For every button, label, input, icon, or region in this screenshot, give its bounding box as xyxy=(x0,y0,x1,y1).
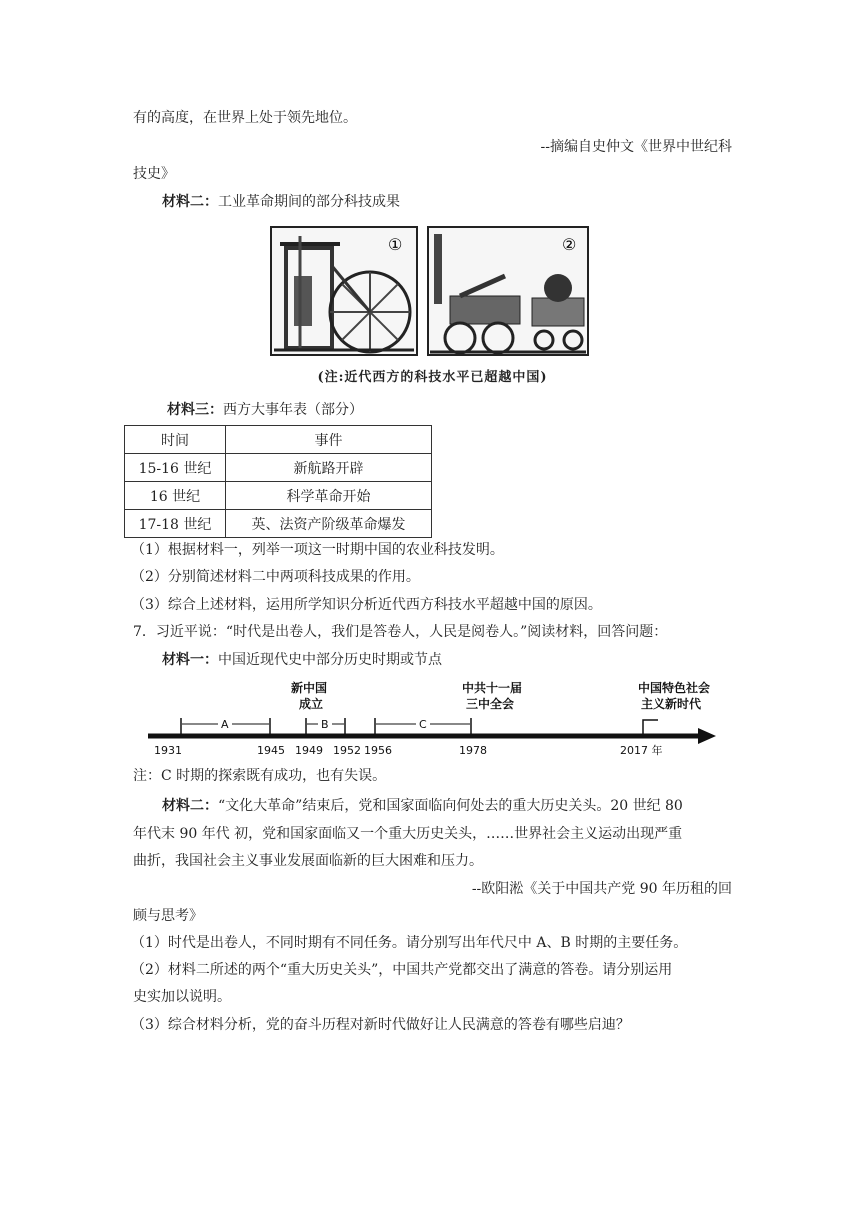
q7-material-1-heading xyxy=(162,650,442,670)
q7-material-2-label: 材料二： xyxy=(162,798,218,814)
figure-1-spinning-machine xyxy=(271,227,417,355)
year-label: 1956 xyxy=(364,744,392,757)
table-header-row xyxy=(125,426,432,454)
table-header-event: 事件 xyxy=(226,426,432,454)
material-2-label: 材料二： xyxy=(162,194,218,210)
q7-material-2-line-3: 曲折，我国社会主义事业发展面临新的巨大困难和压力。 xyxy=(133,853,483,869)
year-label: 1949 xyxy=(295,744,323,757)
q7-item-1: （1）时代是出卷人，不同时期有不同任务。请分别写出年代尺中 A、B 时期的主要任务。 xyxy=(131,935,688,951)
source-citation-2: --欧阳淞《关于中国共产党 90 年历租的回 xyxy=(471,881,732,897)
table-row xyxy=(125,482,432,510)
caption-new-era-l1: 中国特色社会 xyxy=(638,681,711,695)
material-3-label: 材料三： xyxy=(167,402,223,418)
industrial-revolution-figure xyxy=(270,226,590,358)
material-2-text: 工业革命期间的部分科技成果 xyxy=(218,194,400,210)
year-label: 1931 xyxy=(154,744,182,757)
caption-new-china-l1: 新中国 xyxy=(291,681,328,695)
source-citation-1-cont: 技史》 xyxy=(133,166,175,182)
figure-2-mark: ② xyxy=(562,235,577,254)
q7-item-2-cont: 史实加以说明。 xyxy=(133,989,231,1005)
source-citation-2-cont: 顾与思考》 xyxy=(133,908,203,924)
q7-material-2-text: “文化大革命”结束后，党和国家面临向何处去的重大历史关头。20 世纪 80 xyxy=(218,798,683,814)
period-c: C xyxy=(419,718,427,731)
material-3-text: 西方大事年表（部分） xyxy=(223,402,363,418)
caption-third-plenum-l2: 三中全会 xyxy=(466,697,515,711)
q7-stem: 7．习近平说：“时代是出卷人，我们是答卷人，人民是阅卷人。”阅读材料，回答问题： xyxy=(133,624,668,640)
year-label: 1952 xyxy=(333,744,361,757)
table-cell: 新航路开辟 xyxy=(226,454,432,482)
year-label: 1978 xyxy=(459,744,487,757)
source-citation-1: --摘编自史仲文《世界中世纪科 xyxy=(540,139,732,155)
q7-material-1-label: 材料一： xyxy=(162,652,218,668)
intro-line: 有的高度，在世界上处于领先地位。 xyxy=(133,110,357,126)
figure-2-locomotive xyxy=(428,227,588,355)
period-a: A xyxy=(221,718,229,731)
table-cell: 15-16 世纪 xyxy=(125,454,226,482)
q7-material-2-line-1 xyxy=(162,796,683,816)
table-row xyxy=(125,510,432,538)
q6-item-2: （2）分别简述材料二中两项科技成果的作用。 xyxy=(131,569,420,585)
caption-new-china-l2: 成立 xyxy=(299,697,324,711)
q7-material-1-text: 中国近现代史中部分历史时期或节点 xyxy=(218,652,442,668)
figure-1-mark: ① xyxy=(388,235,403,254)
q6-item-3: （3）综合上述材料，运用所学知识分析近代西方科技水平超越中国的原因。 xyxy=(131,597,602,613)
period-b: B xyxy=(321,718,329,731)
table-cell: 16 世纪 xyxy=(125,482,226,510)
year-label: 2017 年 xyxy=(620,744,663,757)
q7-item-3: （3）综合材料分析，党的奋斗历程对新时代做好让人民满意的答卷有哪些启迪？ xyxy=(131,1017,630,1033)
table-row xyxy=(125,454,432,482)
table-cell: 英、法资产阶级革命爆发 xyxy=(226,510,432,538)
year-label: 1945 xyxy=(257,744,285,757)
q7-item-2: （2）材料二所述的两个“重大历史关头”，中国共产党都交出了满意的答卷。请分别运用 xyxy=(131,962,673,978)
figure-note: (注:近代西方的科技水平已超越中国) xyxy=(317,370,548,385)
west-events-table xyxy=(124,425,432,538)
history-timeline xyxy=(146,678,726,760)
q6-item-1: （1）根据材料一，列举一项这一时期中国的农业科技发明。 xyxy=(131,542,504,558)
table-header-time: 时间 xyxy=(125,426,226,454)
material-2-heading xyxy=(162,192,400,212)
q7-material-2-line-2: 年代末 90 年代 初，党和国家面临又一个重大历史关头，……世界社会主义运动出现严重 xyxy=(133,826,683,842)
material-3-heading xyxy=(167,400,363,420)
table-cell: 科学革命开始 xyxy=(226,482,432,510)
timeline-note: 注：C 时期的探索既有成功，也有失误。 xyxy=(133,768,387,784)
table-cell: 17-18 世纪 xyxy=(125,510,226,538)
caption-third-plenum-l1: 中共十一届 xyxy=(462,681,523,695)
caption-new-era-l2: 主义新时代 xyxy=(641,697,702,711)
